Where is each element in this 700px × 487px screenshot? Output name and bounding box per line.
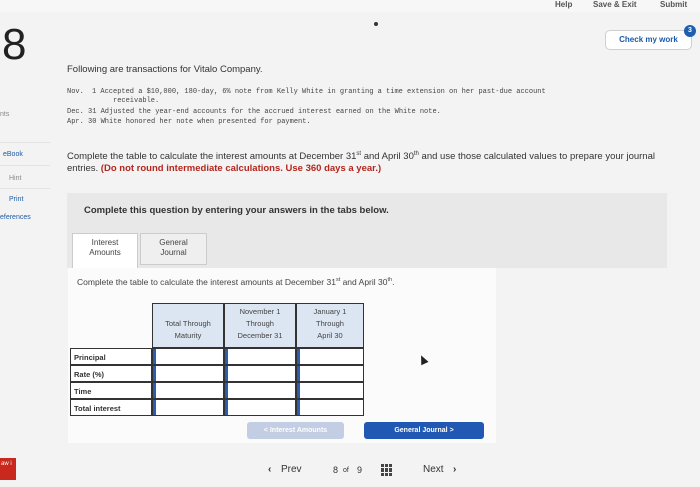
transaction-date: Dec. [67,108,84,116]
table-title-text: Complete the table to calculate the interest amounts at December 31 [77,277,336,287]
column-header-text: April 30 [317,331,343,340]
time-total-input[interactable] [152,382,224,399]
question-number: 8 [2,20,27,69]
alert-tab[interactable]: aw i [0,458,16,480]
prev-question-button[interactable]: Prev [281,464,302,475]
tab-label: Amounts [89,248,121,257]
question-grid-icon[interactable] [381,464,393,476]
points-label: nts [0,111,10,118]
column-header-text: Through [246,319,274,328]
instructions-text: and April 30 [361,151,414,163]
table-title-text: and April 30 [340,277,388,287]
sidebar-divider [0,165,50,166]
column-header-text: Total Through [165,319,211,328]
pager-of: of [343,467,349,474]
transaction-text: 1 Accepted a $10,000, 180-day, 6% note from Kelly White in granting a time extension on her past-due account [92,88,546,96]
sidebar-item-print[interactable]: Print [9,196,24,203]
help-link[interactable]: Help [555,0,573,9]
save-exit-link[interactable]: Save & Exit [593,0,637,9]
table-instructions [77,277,394,287]
transaction-text: 30 White honored her note when presented for payment. [88,118,311,126]
instructions-sup: th [413,151,419,157]
tab-general-journal[interactable] [140,233,207,265]
check-count-badge: 3 [684,25,696,37]
row-label-total-interest: Total interest [70,399,152,416]
column-header-jan-apr [296,303,364,348]
column-header-text: Maturity [174,331,202,340]
column-header-text: November 1 [239,307,281,316]
column-header-text: Through [316,319,344,328]
row-label-principal: Principal [70,348,152,365]
column-header-text: January 1 [313,307,347,316]
next-tab-button[interactable]: General Journal > [364,422,484,439]
current-question: 8 [333,465,339,475]
row-label-rate: Rate (%) [70,365,152,382]
submit-link[interactable]: Submit [660,0,688,9]
column-header-nov-dec [224,303,296,348]
principal-apr-input[interactable] [296,348,364,365]
instructions-text: and use those calculated values to prepare your journal entries. [67,151,655,175]
check-my-work-button[interactable]: Check my work [605,30,692,50]
rate-apr-input[interactable] [296,365,364,382]
transaction-date: Apr. [67,118,84,126]
transaction-text: receivable. [113,97,160,105]
panel-message: Complete this question by entering your answers in the tabs below. [84,205,389,216]
rate-total-input[interactable] [152,365,224,382]
tab-label: Interest [91,238,119,247]
prev-chevron-icon[interactable]: ‹ [268,464,272,475]
next-question-button[interactable]: Next [423,464,444,475]
column-header-text: December 31 [237,331,283,340]
next-chevron-icon[interactable]: › [453,464,457,475]
time-apr-input[interactable] [296,382,364,399]
instructions-text: Complete the table to calculate the interest amounts at December 31 [67,151,357,163]
interest-dec-input[interactable] [224,399,296,416]
focus-dot [374,22,378,26]
row-label-time: Time [70,382,152,399]
table-title-sup: st [335,277,341,284]
instructions-sup: st [356,151,362,157]
prev-tab-button[interactable]: < Interest Amounts [247,422,344,439]
sidebar-item-ebook[interactable]: eBook [3,151,23,158]
sidebar-divider [0,142,50,143]
column-header-total [152,303,224,348]
principal-total-input[interactable] [152,348,224,365]
instructions [67,148,667,175]
rate-dec-input[interactable] [224,365,296,382]
transaction-date: Nov. [67,88,84,96]
transaction-text: 31 Adjusted the year-end accounts for the accrued interest earned on the White note. [88,108,441,116]
time-dec-input[interactable] [224,382,296,399]
principal-dec-input[interactable] [224,348,296,365]
interest-apr-input[interactable] [296,399,364,416]
table-title-sup: th [387,277,393,284]
instructions-warning: (Do not round intermediate calculations. Use 360 days a year.) [100,163,382,175]
tab-interest-amounts[interactable] [72,233,138,268]
top-toolbar [0,0,700,12]
sidebar-item-hint[interactable]: Hint [9,175,22,182]
interest-total-input[interactable] [152,399,224,416]
column-header-text [153,306,223,318]
sidebar-divider [0,188,50,189]
table-title-text: . [392,277,395,287]
problem-intro: Following are transactions for Vitalo Company. [67,64,263,75]
total-questions: 9 [357,465,363,475]
tab-label: Journal [160,248,187,257]
sidebar-item-references[interactable]: eferences [0,214,31,221]
tab-label: General [159,238,188,247]
